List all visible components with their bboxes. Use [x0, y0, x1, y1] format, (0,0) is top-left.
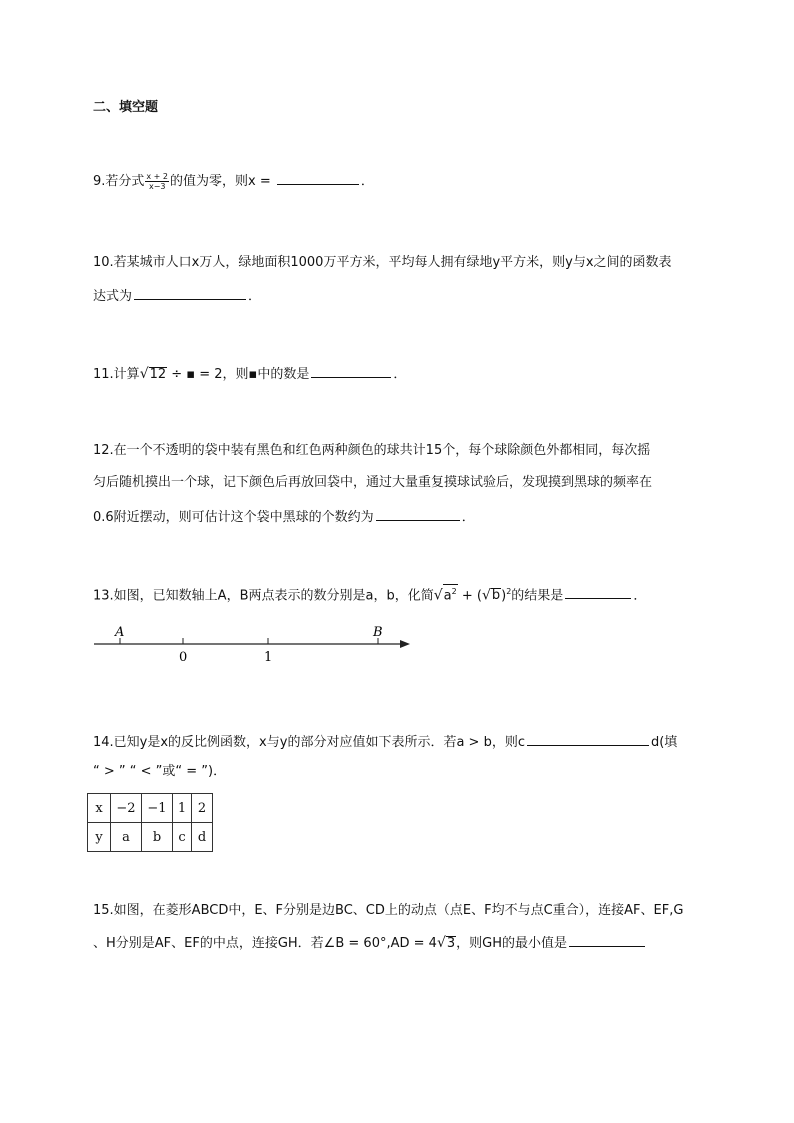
q9-end: ． [360, 174, 374, 189]
question-10-line-2 [93, 285, 261, 307]
question-15-line-1: 15.如图，在菱形ABCD中，E、F分别是边BC、CD上的动点（点E、F均不与点C重合），连接AF、EF,G [93, 903, 684, 918]
q9-fraction-numerator: x + 2 [146, 172, 169, 181]
question-10-line-1: 10.若某城市人口x万人，绿地面积1000万平方米，平均每人拥有绿地y平方米，则y与x之间的函数表 [93, 255, 672, 270]
question-14-line-2: “ > ” “ < ”或“ = ”)． [93, 764, 227, 779]
q14-answer-blank[interactable] [527, 731, 649, 746]
sqrt-sign-icon: √ [481, 587, 491, 604]
q15-answer-blank[interactable] [569, 932, 645, 947]
q14-line1-prefix: 14.已知y是x的反比例函数，x与y的部分对应值如下表所示．若a > b，则c [93, 735, 525, 750]
q12-answer-blank[interactable] [376, 506, 460, 521]
q13-sup-1: 2 [451, 587, 457, 596]
q13-sqrt-1-content: a [443, 588, 452, 604]
q11-middle: ÷ ▪ = 2，则▪中的数是 [171, 367, 310, 382]
q13-answer-blank[interactable] [565, 584, 631, 599]
q11-sqrt-content: 12 [149, 367, 167, 382]
table-cell: c [173, 823, 192, 852]
sqrt-sign-icon: √ [433, 587, 443, 604]
table-cell: a [111, 823, 142, 852]
question-12-line-2: 匀后随机摸出一个球，记下颜色后再放回袋中，通过大量重复摸球试验后，发现摸到黑球的频率在 [93, 475, 653, 490]
number-line-figure [92, 618, 422, 668]
q10-answer-blank[interactable] [134, 285, 246, 300]
value-table [87, 793, 213, 852]
q10-line2-prefix: 达式为 [93, 289, 133, 304]
question-15-line-2 [93, 932, 647, 954]
q15-sqrt: 3 [446, 936, 456, 951]
table-cell: y [88, 823, 111, 852]
q12-line3-prefix: 0.6附近摆动，则可估计这个袋中黑球的个数约为 [93, 510, 374, 525]
q14-line1-suffix: d(填 [650, 735, 678, 750]
label-a: A [115, 625, 125, 640]
table-cell: b [142, 823, 173, 852]
q9-middle: 的值为零，则x = [170, 174, 271, 189]
question-13 [93, 582, 646, 606]
table-cell: 1 [173, 794, 192, 823]
arrow-right-icon [400, 640, 410, 648]
q9-fraction [145, 172, 169, 191]
q11-prefix: 11.计算 [93, 367, 140, 382]
label-zero: 0 [179, 650, 188, 665]
q11-end: ． [393, 367, 407, 382]
q13-plus: + ( [457, 588, 482, 604]
q13-sup-2: 2 [506, 587, 512, 596]
table-cell: 2 [192, 794, 213, 823]
q13-sqrt-2: b [491, 588, 501, 604]
q11-answer-blank[interactable] [311, 363, 391, 378]
table-cell: x [88, 794, 111, 823]
q15-line2-suffix: ，则GH的最小值是 [456, 936, 567, 951]
question-12-line-1: 12.在一个不透明的袋中装有黑色和红色两种颜色的球共计15个，每个球除颜色外都相同，每次摇 [93, 443, 651, 458]
sqrt-sign-icon: √ [139, 366, 149, 382]
label-one: 1 [264, 650, 273, 665]
table-cell: d [192, 823, 213, 852]
q15-line2-prefix: 、H分别是AF、EF的中点，连接GH．若∠B = 60°,AD = 4 [93, 936, 437, 951]
q13-sqrt-1 [443, 584, 458, 603]
question-9 [93, 170, 374, 192]
q13-suffix: 的结果是 [511, 588, 564, 604]
q10-end: ． [248, 289, 262, 304]
label-b: B [373, 625, 383, 640]
q12-end: ． [461, 510, 475, 525]
q9-prefix: 9.若分式 [93, 174, 145, 189]
table-row [88, 823, 213, 852]
question-12-line-3 [93, 506, 475, 528]
q13-end: ． [633, 588, 647, 604]
sqrt-sign-icon: √ [436, 935, 446, 951]
q13-prefix: 13.如图，已知数轴上A，B两点表示的数分别是a，b，化简 [93, 588, 434, 604]
q9-answer-blank[interactable] [277, 170, 359, 185]
question-14-line-1 [93, 731, 677, 753]
table-cell: −1 [142, 794, 173, 823]
q9-fraction-denominator: x−3 [148, 182, 166, 191]
table-row [88, 794, 213, 823]
section-title: 二、填空题 [93, 100, 159, 115]
q13-close: ) [501, 588, 507, 604]
table-cell: −2 [111, 794, 142, 823]
question-11 [93, 363, 406, 385]
